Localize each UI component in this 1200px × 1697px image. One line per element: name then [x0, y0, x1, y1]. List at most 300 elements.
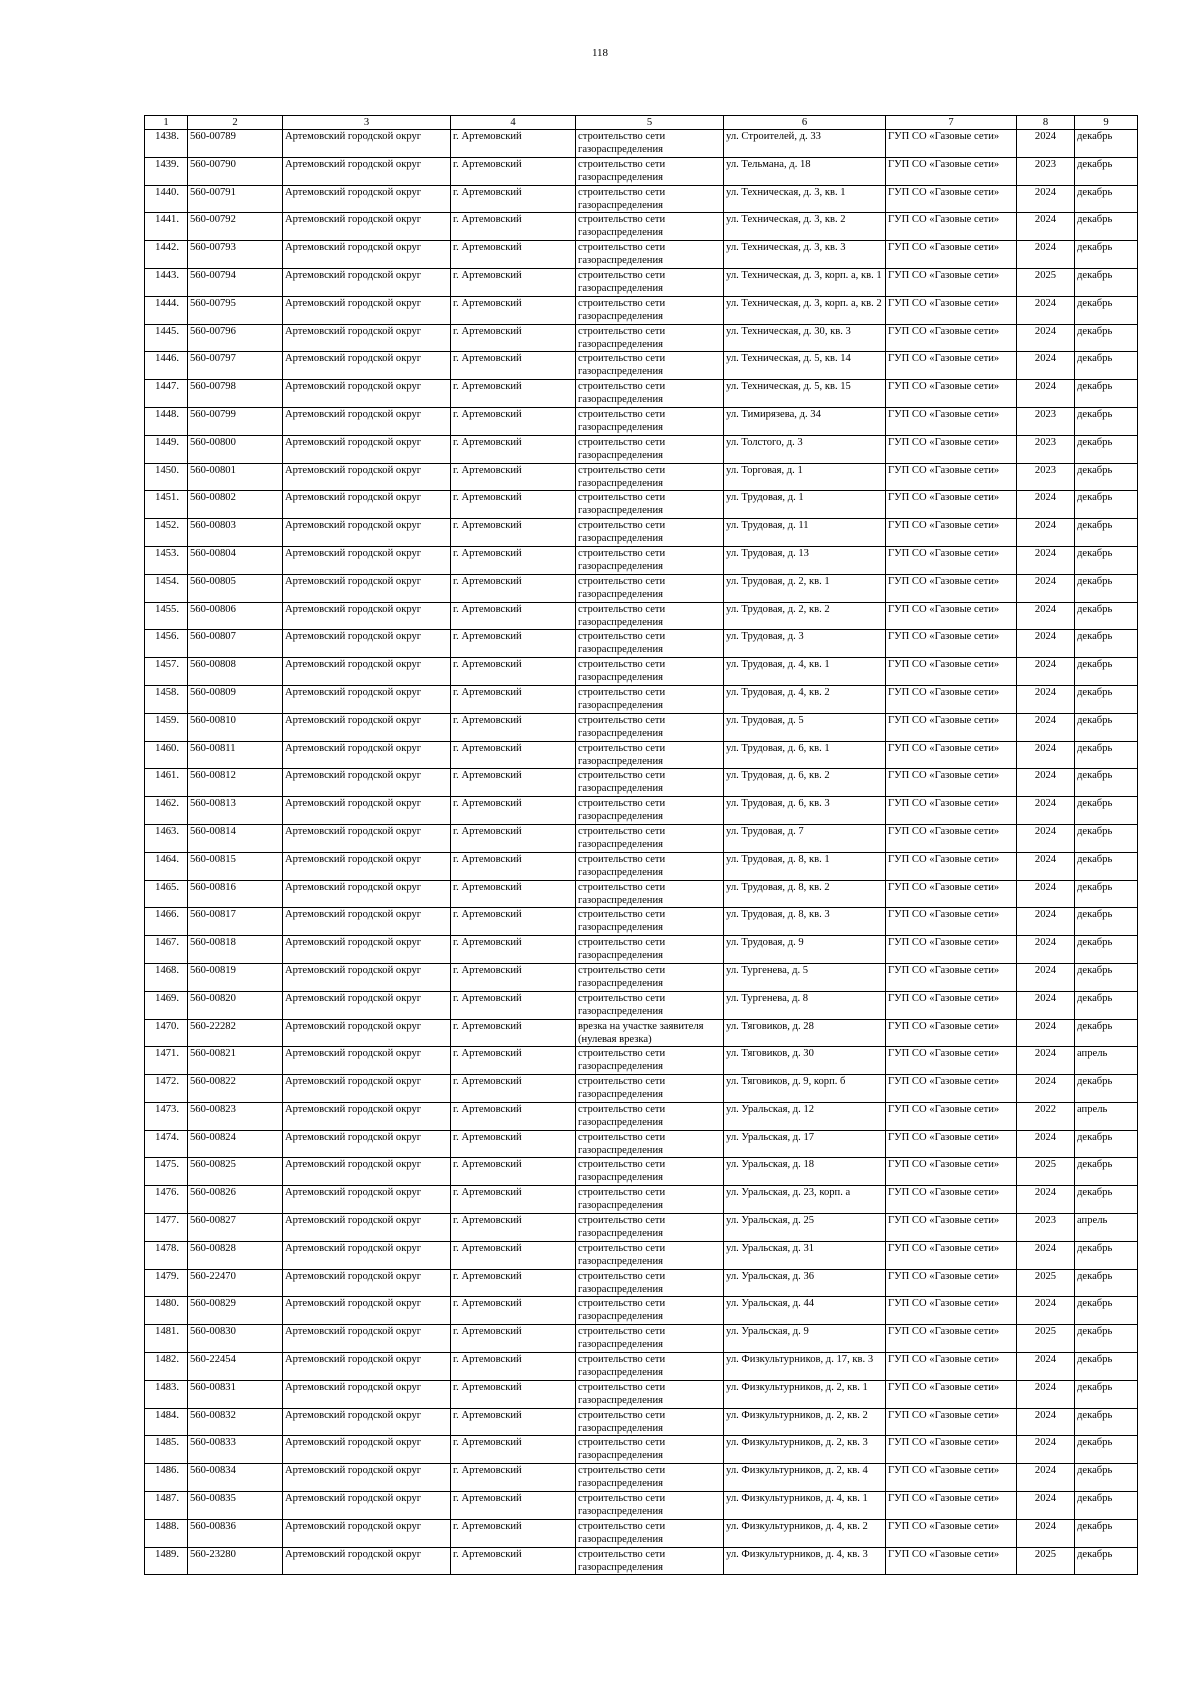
row-number-cell: 1469. [145, 991, 188, 1019]
month-cell: декабрь [1075, 908, 1138, 936]
table-row [145, 797, 1138, 825]
work-type-cell: строительство сети газораспределения [576, 1186, 724, 1214]
object-code-cell: 560-00816 [188, 880, 283, 908]
work-type-cell: строительство сети газораспределения [576, 769, 724, 797]
table-row [145, 769, 1138, 797]
year-cell: 2024 [1017, 991, 1075, 1019]
work-type-cell: строительство сети газораспределения [576, 1492, 724, 1520]
table-row [145, 1158, 1138, 1186]
work-type-cell: строительство сети газораспределения [576, 213, 724, 241]
address-cell: ул. Уральская, д. 9 [724, 1325, 886, 1353]
table-row [145, 380, 1138, 408]
address-cell: ул. Техническая, д. 3, кв. 1 [724, 185, 886, 213]
table-row [145, 130, 1138, 158]
object-code-cell: 560-00829 [188, 1297, 283, 1325]
address-cell: ул. Трудовая, д. 8, кв. 3 [724, 908, 886, 936]
municipality-cell: Артемовский городской округ [283, 1464, 451, 1492]
table-row [145, 407, 1138, 435]
municipality-cell: Артемовский городской округ [283, 130, 451, 158]
work-type-cell: строительство сети газораспределения [576, 741, 724, 769]
row-number-cell: 1450. [145, 463, 188, 491]
month-cell: декабрь [1075, 963, 1138, 991]
organization-cell: ГУП СО «Газовые сети» [886, 1102, 1017, 1130]
year-cell: 2025 [1017, 1269, 1075, 1297]
address-cell: ул. Трудовая, д. 3 [724, 630, 886, 658]
settlement-cell: г. Артемовский [451, 1436, 576, 1464]
object-code-cell: 560-00821 [188, 1047, 283, 1075]
municipality-cell: Артемовский городской округ [283, 241, 451, 269]
month-cell: декабрь [1075, 574, 1138, 602]
object-code-cell: 560-00794 [188, 268, 283, 296]
table-row [145, 685, 1138, 713]
municipality-cell: Артемовский городской округ [283, 1075, 451, 1103]
municipality-cell: Артемовский городской округ [283, 769, 451, 797]
work-type-cell: строительство сети газораспределения [576, 435, 724, 463]
row-number-cell: 1465. [145, 880, 188, 908]
settlement-cell: г. Артемовский [451, 1353, 576, 1381]
work-type-cell: строительство сети газораспределения [576, 296, 724, 324]
organization-cell: ГУП СО «Газовые сети» [886, 1464, 1017, 1492]
table-body [145, 130, 1138, 1575]
month-cell: декабрь [1075, 630, 1138, 658]
settlement-cell: г. Артемовский [451, 1408, 576, 1436]
municipality-cell: Артемовский городской округ [283, 741, 451, 769]
organization-cell: ГУП СО «Газовые сети» [886, 741, 1017, 769]
municipality-cell: Артемовский городской округ [283, 296, 451, 324]
municipality-cell: Артемовский городской округ [283, 1019, 451, 1047]
organization-cell: ГУП СО «Газовые сети» [886, 435, 1017, 463]
address-cell: ул. Физкультурников, д. 2, кв. 4 [724, 1464, 886, 1492]
municipality-cell: Артемовский городской округ [283, 1130, 451, 1158]
month-cell: декабрь [1075, 936, 1138, 964]
address-cell: ул. Уральская, д. 44 [724, 1297, 886, 1325]
month-cell: декабрь [1075, 1547, 1138, 1575]
municipality-cell: Артемовский городской округ [283, 630, 451, 658]
table-row [145, 1464, 1138, 1492]
row-number-cell: 1445. [145, 324, 188, 352]
municipality-cell: Артемовский городской округ [283, 797, 451, 825]
year-cell: 2024 [1017, 880, 1075, 908]
address-cell: ул. Трудовая, д. 2, кв. 2 [724, 602, 886, 630]
column-header: 4 [451, 116, 576, 130]
table-header [145, 116, 1138, 130]
month-cell: декабрь [1075, 1325, 1138, 1353]
address-cell: ул. Уральская, д. 23, корп. а [724, 1186, 886, 1214]
table-row [145, 1353, 1138, 1381]
address-cell: ул. Уральская, д. 17 [724, 1130, 886, 1158]
organization-cell: ГУП СО «Газовые сети» [886, 519, 1017, 547]
settlement-cell: г. Артемовский [451, 296, 576, 324]
year-cell: 2024 [1017, 602, 1075, 630]
object-code-cell: 560-00799 [188, 407, 283, 435]
organization-cell: ГУП СО «Газовые сети» [886, 352, 1017, 380]
work-type-cell: строительство сети газораспределения [576, 352, 724, 380]
organization-cell: ГУП СО «Газовые сети» [886, 463, 1017, 491]
object-code-cell: 560-00832 [188, 1408, 283, 1436]
settlement-cell: г. Артемовский [451, 491, 576, 519]
settlement-cell: г. Артемовский [451, 1019, 576, 1047]
settlement-cell: г. Артемовский [451, 463, 576, 491]
address-cell: ул. Техническая, д. 3, кв. 2 [724, 213, 886, 241]
work-type-cell: строительство сети газораспределения [576, 1158, 724, 1186]
row-number-cell: 1438. [145, 130, 188, 158]
object-code-cell: 560-00822 [188, 1075, 283, 1103]
municipality-cell: Артемовский городской округ [283, 324, 451, 352]
table-row [145, 1214, 1138, 1242]
organization-cell: ГУП СО «Газовые сети» [886, 1186, 1017, 1214]
year-cell: 2025 [1017, 268, 1075, 296]
organization-cell: ГУП СО «Газовые сети» [886, 685, 1017, 713]
month-cell: декабрь [1075, 241, 1138, 269]
object-code-cell: 560-00804 [188, 546, 283, 574]
municipality-cell: Артемовский городской округ [283, 1241, 451, 1269]
address-cell: ул. Техническая, д. 5, кв. 15 [724, 380, 886, 408]
settlement-cell: г. Артемовский [451, 130, 576, 158]
month-cell: декабрь [1075, 852, 1138, 880]
work-type-cell: строительство сети газораспределения [576, 1353, 724, 1381]
municipality-cell: Артемовский городской округ [283, 1325, 451, 1353]
table-row [145, 1325, 1138, 1353]
work-type-cell: строительство сети газораспределения [576, 602, 724, 630]
month-cell: декабрь [1075, 324, 1138, 352]
municipality-cell: Артемовский городской округ [283, 1186, 451, 1214]
object-code-cell: 560-00827 [188, 1214, 283, 1242]
address-cell: ул. Трудовая, д. 11 [724, 519, 886, 547]
row-number-cell: 1448. [145, 407, 188, 435]
row-number-cell: 1466. [145, 908, 188, 936]
year-cell: 2024 [1017, 713, 1075, 741]
object-code-cell: 560-00793 [188, 241, 283, 269]
organization-cell: ГУП СО «Газовые сети» [886, 1408, 1017, 1436]
row-number-cell: 1443. [145, 268, 188, 296]
month-cell: декабрь [1075, 546, 1138, 574]
municipality-cell: Артемовский городской округ [283, 1353, 451, 1381]
settlement-cell: г. Артемовский [451, 824, 576, 852]
address-cell: ул. Тургенева, д. 8 [724, 991, 886, 1019]
year-cell: 2025 [1017, 1158, 1075, 1186]
organization-cell: ГУП СО «Газовые сети» [886, 185, 1017, 213]
month-cell: декабрь [1075, 1436, 1138, 1464]
year-cell: 2024 [1017, 1408, 1075, 1436]
work-type-cell: строительство сети газораспределения [576, 713, 724, 741]
table-row [145, 991, 1138, 1019]
settlement-cell: г. Артемовский [451, 769, 576, 797]
year-cell: 2024 [1017, 574, 1075, 602]
year-cell: 2024 [1017, 1130, 1075, 1158]
address-cell: ул. Трудовая, д. 4, кв. 2 [724, 685, 886, 713]
organization-cell: ГУП СО «Газовые сети» [886, 268, 1017, 296]
work-type-cell: строительство сети газораспределения [576, 491, 724, 519]
object-code-cell: 560-00818 [188, 936, 283, 964]
address-cell: ул. Трудовая, д. 6, кв. 2 [724, 769, 886, 797]
year-cell: 2024 [1017, 908, 1075, 936]
address-cell: ул. Трудовая, д. 7 [724, 824, 886, 852]
settlement-cell: г. Артемовский [451, 380, 576, 408]
object-code-cell: 560-00810 [188, 713, 283, 741]
column-number-row [145, 116, 1138, 130]
month-cell: декабрь [1075, 602, 1138, 630]
municipality-cell: Артемовский городской округ [283, 268, 451, 296]
settlement-cell: г. Артемовский [451, 1269, 576, 1297]
row-number-cell: 1463. [145, 824, 188, 852]
municipality-cell: Артемовский городской округ [283, 435, 451, 463]
municipality-cell: Артемовский городской округ [283, 1492, 451, 1520]
year-cell: 2024 [1017, 1353, 1075, 1381]
work-type-cell: строительство сети газораспределения [576, 157, 724, 185]
organization-cell: ГУП СО «Газовые сети» [886, 1297, 1017, 1325]
organization-cell: ГУП СО «Газовые сети» [886, 713, 1017, 741]
table-row [145, 546, 1138, 574]
table-row [145, 908, 1138, 936]
table-row [145, 491, 1138, 519]
month-cell: декабрь [1075, 1019, 1138, 1047]
year-cell: 2024 [1017, 241, 1075, 269]
row-number-cell: 1478. [145, 1241, 188, 1269]
address-cell: ул. Трудовая, д. 13 [724, 546, 886, 574]
municipality-cell: Артемовский городской округ [283, 407, 451, 435]
work-type-cell: строительство сети газораспределения [576, 1519, 724, 1547]
municipality-cell: Артемовский городской округ [283, 1102, 451, 1130]
month-cell: декабрь [1075, 991, 1138, 1019]
year-cell: 2024 [1017, 1047, 1075, 1075]
work-type-cell: строительство сети газораспределения [576, 1464, 724, 1492]
row-number-cell: 1457. [145, 658, 188, 686]
row-number-cell: 1479. [145, 1269, 188, 1297]
work-type-cell: строительство сети газораспределения [576, 1269, 724, 1297]
address-cell: ул. Техническая, д. 3, корп. а, кв. 2 [724, 296, 886, 324]
address-cell: ул. Трудовая, д. 9 [724, 936, 886, 964]
address-cell: ул. Уральская, д. 36 [724, 1269, 886, 1297]
settlement-cell: г. Артемовский [451, 213, 576, 241]
year-cell: 2024 [1017, 1241, 1075, 1269]
year-cell: 2024 [1017, 546, 1075, 574]
row-number-cell: 1474. [145, 1130, 188, 1158]
municipality-cell: Артемовский городской округ [283, 157, 451, 185]
year-cell: 2024 [1017, 1436, 1075, 1464]
object-code-cell: 560-00820 [188, 991, 283, 1019]
work-type-cell: строительство сети газораспределения [576, 963, 724, 991]
municipality-cell: Артемовский городской округ [283, 1269, 451, 1297]
month-cell: декабрь [1075, 1353, 1138, 1381]
organization-cell: ГУП СО «Газовые сети» [886, 324, 1017, 352]
municipality-cell: Артемовский городской округ [283, 1047, 451, 1075]
address-cell: ул. Тяговиков, д. 30 [724, 1047, 886, 1075]
object-code-cell: 560-22282 [188, 1019, 283, 1047]
settlement-cell: г. Артемовский [451, 1130, 576, 1158]
work-type-cell: строительство сети газораспределения [576, 1130, 724, 1158]
object-code-cell: 560-00789 [188, 130, 283, 158]
table-row [145, 658, 1138, 686]
table-row [145, 852, 1138, 880]
row-number-cell: 1467. [145, 936, 188, 964]
municipality-cell: Артемовский городской округ [283, 1408, 451, 1436]
table-row [145, 1186, 1138, 1214]
object-code-cell: 560-00834 [188, 1464, 283, 1492]
month-cell: декабрь [1075, 463, 1138, 491]
address-cell: ул. Трудовая, д. 6, кв. 3 [724, 797, 886, 825]
work-type-cell: строительство сети газораспределения [576, 185, 724, 213]
address-cell: ул. Тяговиков, д. 9, корп. б [724, 1075, 886, 1103]
column-header: 5 [576, 116, 724, 130]
settlement-cell: г. Артемовский [451, 991, 576, 1019]
organization-cell: ГУП СО «Газовые сети» [886, 991, 1017, 1019]
object-code-cell: 560-00825 [188, 1158, 283, 1186]
work-type-cell: строительство сети газораспределения [576, 991, 724, 1019]
month-cell: декабрь [1075, 352, 1138, 380]
address-cell: ул. Техническая, д. 30, кв. 3 [724, 324, 886, 352]
month-cell: декабрь [1075, 213, 1138, 241]
municipality-cell: Артемовский городской округ [283, 519, 451, 547]
address-cell: ул. Тельмана, д. 18 [724, 157, 886, 185]
object-code-cell: 560-00808 [188, 658, 283, 686]
year-cell: 2024 [1017, 685, 1075, 713]
table-row [145, 1492, 1138, 1520]
table-row [145, 241, 1138, 269]
address-cell: ул. Трудовая, д. 2, кв. 1 [724, 574, 886, 602]
municipality-cell: Артемовский городской округ [283, 1214, 451, 1242]
month-cell: декабрь [1075, 157, 1138, 185]
column-header: 9 [1075, 116, 1138, 130]
object-code-cell: 560-00831 [188, 1380, 283, 1408]
address-cell: ул. Торговая, д. 1 [724, 463, 886, 491]
month-cell: декабрь [1075, 1241, 1138, 1269]
municipality-cell: Артемовский городской округ [283, 185, 451, 213]
settlement-cell: г. Артемовский [451, 324, 576, 352]
year-cell: 2024 [1017, 824, 1075, 852]
settlement-cell: г. Артемовский [451, 1297, 576, 1325]
row-number-cell: 1442. [145, 241, 188, 269]
work-type-cell: строительство сети газораспределения [576, 241, 724, 269]
address-cell: ул. Физкультурников, д. 4, кв. 1 [724, 1492, 886, 1520]
organization-cell: ГУП СО «Газовые сети» [886, 1047, 1017, 1075]
table-row [145, 713, 1138, 741]
object-code-cell: 560-00801 [188, 463, 283, 491]
address-cell: ул. Уральская, д. 12 [724, 1102, 886, 1130]
table-row [145, 630, 1138, 658]
table-row [145, 519, 1138, 547]
work-type-cell: строительство сети газораспределения [576, 1102, 724, 1130]
table-row [145, 185, 1138, 213]
month-cell: декабрь [1075, 1130, 1138, 1158]
month-cell: декабрь [1075, 741, 1138, 769]
settlement-cell: г. Артемовский [451, 519, 576, 547]
object-code-cell: 560-00807 [188, 630, 283, 658]
year-cell: 2024 [1017, 1492, 1075, 1520]
year-cell: 2024 [1017, 324, 1075, 352]
work-type-cell: врезка на участке заявителя (нулевая врезка) [576, 1019, 724, 1047]
address-cell: ул. Уральская, д. 31 [724, 1241, 886, 1269]
month-cell: декабрь [1075, 769, 1138, 797]
work-type-cell: строительство сети газораспределения [576, 824, 724, 852]
organization-cell: ГУП СО «Газовые сети» [886, 630, 1017, 658]
month-cell: декабрь [1075, 1464, 1138, 1492]
row-number-cell: 1475. [145, 1158, 188, 1186]
year-cell: 2023 [1017, 407, 1075, 435]
organization-cell: ГУП СО «Газовые сети» [886, 546, 1017, 574]
column-header: 3 [283, 116, 451, 130]
year-cell: 2023 [1017, 157, 1075, 185]
work-type-cell: строительство сети газораспределения [576, 852, 724, 880]
organization-cell: ГУП СО «Газовые сети» [886, 1492, 1017, 1520]
work-type-cell: строительство сети газораспределения [576, 1380, 724, 1408]
row-number-cell: 1458. [145, 685, 188, 713]
column-header: 8 [1017, 116, 1075, 130]
object-code-cell: 560-22470 [188, 1269, 283, 1297]
month-cell: декабрь [1075, 824, 1138, 852]
organization-cell: ГУП СО «Газовые сети» [886, 1075, 1017, 1103]
work-type-cell: строительство сети газораспределения [576, 463, 724, 491]
column-header: 1 [145, 116, 188, 130]
row-number-cell: 1451. [145, 491, 188, 519]
year-cell: 2025 [1017, 1325, 1075, 1353]
month-cell: декабрь [1075, 435, 1138, 463]
organization-cell: ГУП СО «Газовые сети» [886, 296, 1017, 324]
settlement-cell: г. Артемовский [451, 880, 576, 908]
row-number-cell: 1460. [145, 741, 188, 769]
object-code-cell: 560-00791 [188, 185, 283, 213]
object-code-cell: 560-00835 [188, 1492, 283, 1520]
work-type-cell: строительство сети газораспределения [576, 1214, 724, 1242]
table-row [145, 463, 1138, 491]
table-row [145, 1047, 1138, 1075]
object-code-cell: 560-00792 [188, 213, 283, 241]
row-number-cell: 1470. [145, 1019, 188, 1047]
object-code-cell: 560-00823 [188, 1102, 283, 1130]
row-number-cell: 1473. [145, 1102, 188, 1130]
object-code-cell: 560-00812 [188, 769, 283, 797]
object-code-cell: 560-00828 [188, 1241, 283, 1269]
municipality-cell: Артемовский городской округ [283, 1547, 451, 1575]
settlement-cell: г. Артемовский [451, 630, 576, 658]
year-cell: 2024 [1017, 1297, 1075, 1325]
object-code-cell: 560-00796 [188, 324, 283, 352]
object-code-cell: 560-00800 [188, 435, 283, 463]
settlement-cell: г. Артемовский [451, 1325, 576, 1353]
work-type-cell: строительство сети газораспределения [576, 1325, 724, 1353]
work-type-cell: строительство сети газораспределения [576, 880, 724, 908]
row-number-cell: 1482. [145, 1353, 188, 1381]
month-cell: декабрь [1075, 1075, 1138, 1103]
object-code-cell: 560-00824 [188, 1130, 283, 1158]
address-cell: ул. Трудовая, д. 8, кв. 2 [724, 880, 886, 908]
year-cell: 2024 [1017, 213, 1075, 241]
table-row [145, 741, 1138, 769]
municipality-cell: Артемовский городской округ [283, 1297, 451, 1325]
settlement-cell: г. Артемовский [451, 185, 576, 213]
organization-cell: ГУП СО «Газовые сети» [886, 936, 1017, 964]
work-type-cell: строительство сети газораспределения [576, 685, 724, 713]
year-cell: 2024 [1017, 1519, 1075, 1547]
municipality-cell: Артемовский городской округ [283, 1436, 451, 1464]
municipality-cell: Артемовский городской округ [283, 880, 451, 908]
table-row [145, 1380, 1138, 1408]
settlement-cell: г. Артемовский [451, 435, 576, 463]
organization-cell: ГУП СО «Газовые сети» [886, 380, 1017, 408]
month-cell: декабрь [1075, 685, 1138, 713]
month-cell: декабрь [1075, 185, 1138, 213]
work-type-cell: строительство сети газораспределения [576, 1047, 724, 1075]
work-type-cell: строительство сети газораспределения [576, 797, 724, 825]
table-row [145, 1297, 1138, 1325]
object-code-cell: 560-22454 [188, 1353, 283, 1381]
organization-cell: ГУП СО «Газовые сети» [886, 130, 1017, 158]
row-number-cell: 1439. [145, 157, 188, 185]
settlement-cell: г. Артемовский [451, 713, 576, 741]
table-row [145, 574, 1138, 602]
month-cell: декабрь [1075, 1269, 1138, 1297]
month-cell: декабрь [1075, 519, 1138, 547]
object-code-cell: 560-00795 [188, 296, 283, 324]
